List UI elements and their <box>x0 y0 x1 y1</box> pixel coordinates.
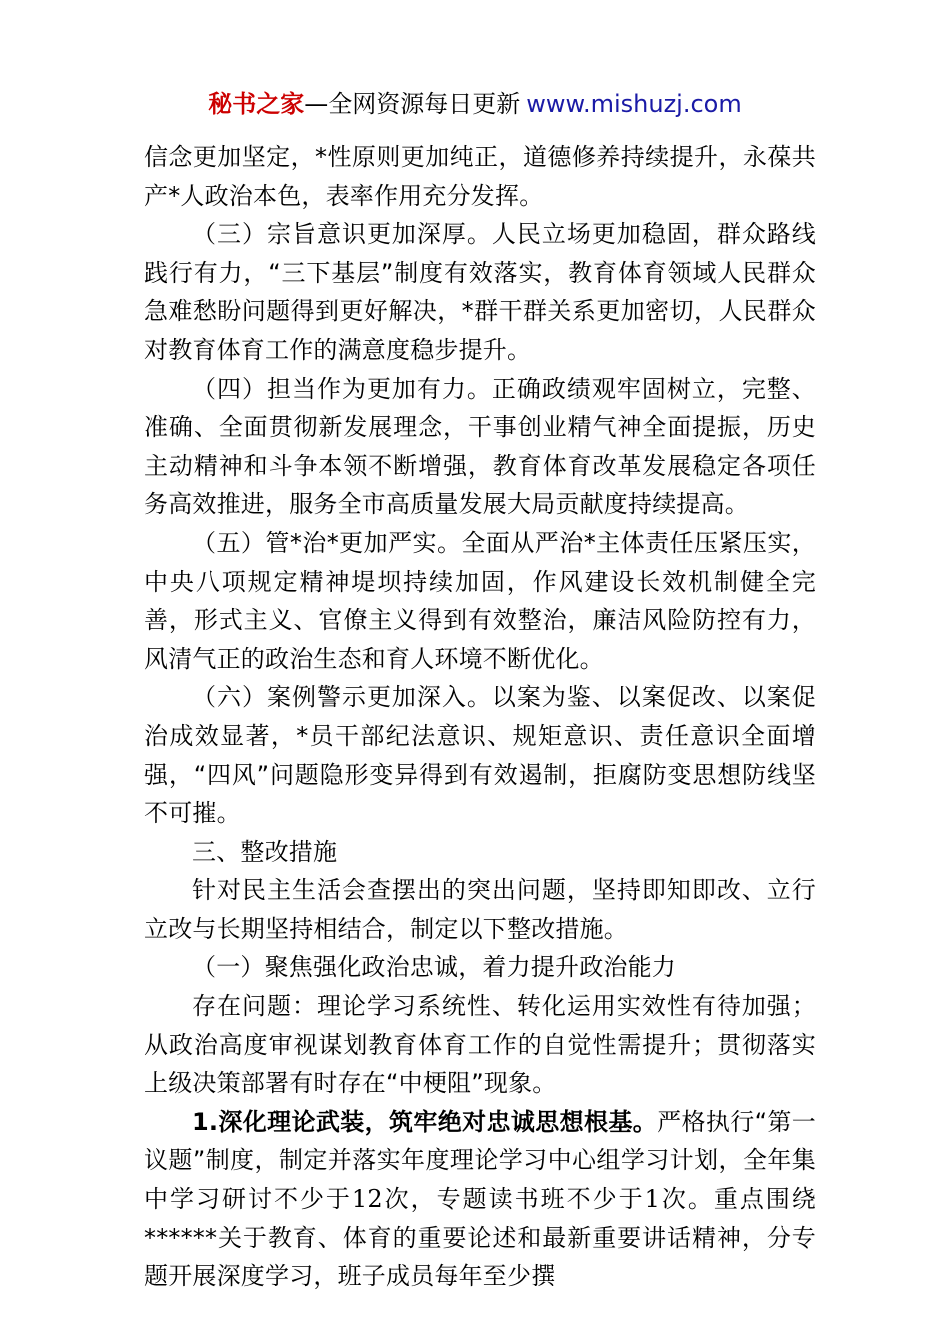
measure-1-text-b: 次，专题读书班不少于 <box>382 1185 645 1214</box>
section-heading-measures: 三、整改措施 <box>192 837 338 866</box>
page-header <box>0 86 950 122</box>
document-body <box>144 138 816 1296</box>
measure-1-text-a: 严格执行“第一议题”制度，制定并落实年度理论学习中心组学习计划，全年集中学习研讨不少于 <box>144 1107 816 1214</box>
subheading-political-loyalty: （一）聚焦强化政治忠诚，着力提升政治能力 <box>192 953 676 982</box>
paragraph-continuation: 信念更加坚定，*性原则更加纯正，道德修养持续提升，永葆共产*人政治本色，表率作用充分发挥。 <box>144 143 816 210</box>
header-tagline: 全网资源每日更新 <box>328 90 521 118</box>
paragraph-existing-problems: 存在问题：理论学习系统性、转化运用实效性有待加强；从政治高度审视谋划教育体育工作的自觉性需提升；贯彻落实上级决策部署有时存在“中梗阻”现象。 <box>144 992 816 1098</box>
header-dash: — <box>304 90 329 118</box>
measure-1-count-classes: 1 <box>644 1185 661 1214</box>
header-brand: 秘书之家 <box>208 90 305 118</box>
paragraph-goal-6: （六）案例警示更加深入。以案为鉴、以案促改、以案促治成效显著，*员干部纪法意识、规矩意识、责任意识全面增强，“四风”问题隐形变异得到有效遏制，拒腐防变思想防线坚不可摧。 <box>144 683 816 828</box>
paragraph-goal-5: （五）管*治*更加严实。全面从严治*主体责任压紧压实，中央八项规定精神堤坝持续加固，作风建设长效机制健全完善，形式主义、官僚主义得到有效整治，廉洁风险防控有力，风清气正的政治生态和育人环境不断优化。 <box>144 528 816 673</box>
measure-1-count-sessions: 12 <box>351 1185 383 1214</box>
paragraph-measure-1 <box>144 1103 816 1296</box>
paragraph-goal-3: （三）宗旨意识更加深厚。人民立场更加稳固，群众路线践行有力，“三下基层”制度有效落实，教育体育领域人民群众急难愁盼问题得到更好解决，*群干群关系更加密切，人民群众对教育体育工作的满意度稳步提升。 <box>144 220 816 364</box>
paragraph-goal-4: （四）担当作为更加有力。正确政绩观牢固树立，完整、准确、全面贯彻新发展理念，干事创业精气神全面提振，历史主动精神和斗争本领不断增强，教育体育改革发展稳定各项任务高效推进，服务全市高质量发展大局贡献度持续提高。 <box>144 374 816 519</box>
measure-1-title: 1.深化理论武装，筑牢绝对忠诚思想根基。 <box>192 1107 658 1136</box>
measure-1-text-c: 次。重点围绕******关于教育、体育的重要论述和最新重要讲话精神，分专题开展深度学习，班子成员每年至少撰 <box>144 1185 817 1291</box>
paragraph-measures-intro: 针对民主生活会查摆出的突出问题，坚持即知即改、立行立改与长期坚持相结合，制定以下整改措施。 <box>144 876 816 943</box>
header-url-link[interactable]: www.mishuzj.com <box>526 90 742 118</box>
